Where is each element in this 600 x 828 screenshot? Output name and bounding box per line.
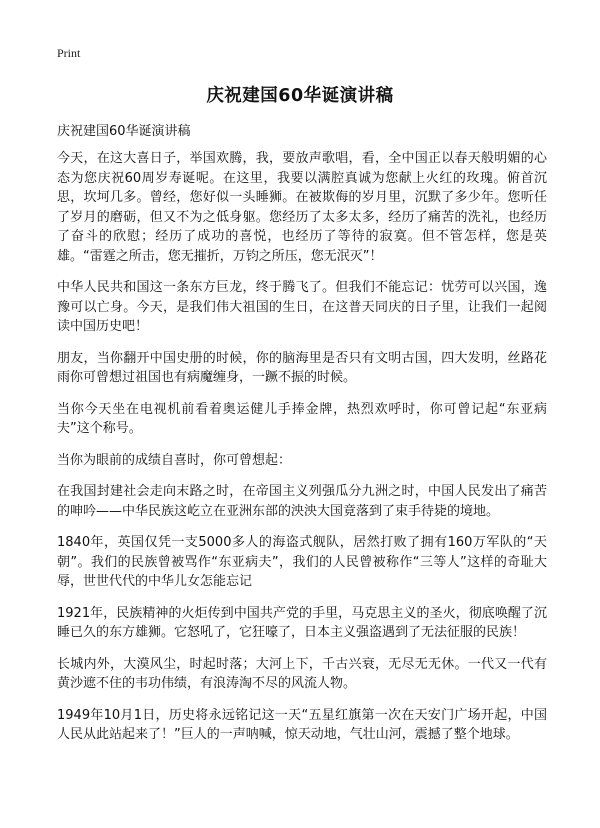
paragraph: 1921年，民族精神的火炬传到中国共产党的手里，马克思主义的圣火，彻底唤醒了沉睡已久的东方雄狮。它怒吼了，它狂嚎了，日本主义强盗遇到了无法征服的民族！ [57, 605, 547, 640]
document-subtitle: 庆祝建国60华诞演讲稿 [57, 124, 191, 139]
paragraph: 在我国封建社会走向末路之时，在帝国主义列强瓜分九洲之时，中国人民发出了痛苦的呻吟——中华民族这屹立在亚洲东部的泱泱大国竟落到了束手待毙的境地。 [57, 484, 547, 519]
paragraph: 1949年10月1日，历史将永远铭记这一天“五星红旗第一次在天安门广场开起，中国人民从此站起来了！”巨人的一声呐喊，惊天动地，气壮山河，震撼了整个地球。 [57, 707, 547, 742]
document-body [57, 149, 547, 757]
paragraph: 今天，在这大喜日子，举国欢腾，我，要放声歌唱，看，全中国正以春天般明媚的心态为您庆祝60周岁寿诞呢。在这里，我要以满腔真诚为您献上火红的玫瑰。俯首沉思，坎坷几多。曾经，您好似一头睡狮。在被欺侮的岁月里，沉默了多少年。您听任了岁月的磨砺，但又不为之低身躯。您经历了太多太多，经历了痛苦的洗礼，也经历了奋斗的欣慰；经历了成功的喜悦，也经历了等待的寂寞。但不管怎样，您是英雄。“雷霆之所击，您无摧折，万钧之所压，您无泯灭”！ [57, 151, 547, 264]
print-link[interactable]: Print [57, 46, 81, 60]
paragraph: 朋友，当你翻开中国史册的时候，你的脑海里是否只有文明古国，四大发明，丝路花雨你可曾想过祖国也有病魔缠身，一蹶不振的时候。 [57, 350, 547, 385]
paragraph: 长城内外，大漠风尘，时起时落；大河上下，千古兴衰，无尽无无休。一代又一代有黄沙遮不住的韦功伟绩，有浪涛淘不尽的风流人物。 [57, 656, 547, 691]
paragraph: 当你为眼前的成绩自喜时，你可曾想起： [57, 452, 292, 468]
paragraph: 1840年，英国仅凭一支5000多人的海盗式舰队，居然打败了拥有160万军队的“天朝”。我们的民族曾被骂作“东亚病夫”，我们的人民曾被称作“三等人”这样的奇耻大辱，世世代代的中华儿女怎能忘记 [57, 535, 547, 589]
paragraph: 当你今天坐在电视机前看着奥运健儿手捧金牌，热烈欢呼时，你可曾记起“东亚病夫”这个称号。 [57, 401, 547, 436]
paragraph: 中华人民共和国这一条东方巨龙，终于腾飞了。但我们不能忘记：忧劳可以兴国，逸豫可以亡身。今天，是我们伟大祖国的生日，在这普天同庆的日子里，让我们一起阅读中国历史吧！ [57, 280, 547, 334]
document-title: 庆祝建国60华诞演讲稿 [206, 86, 394, 106]
